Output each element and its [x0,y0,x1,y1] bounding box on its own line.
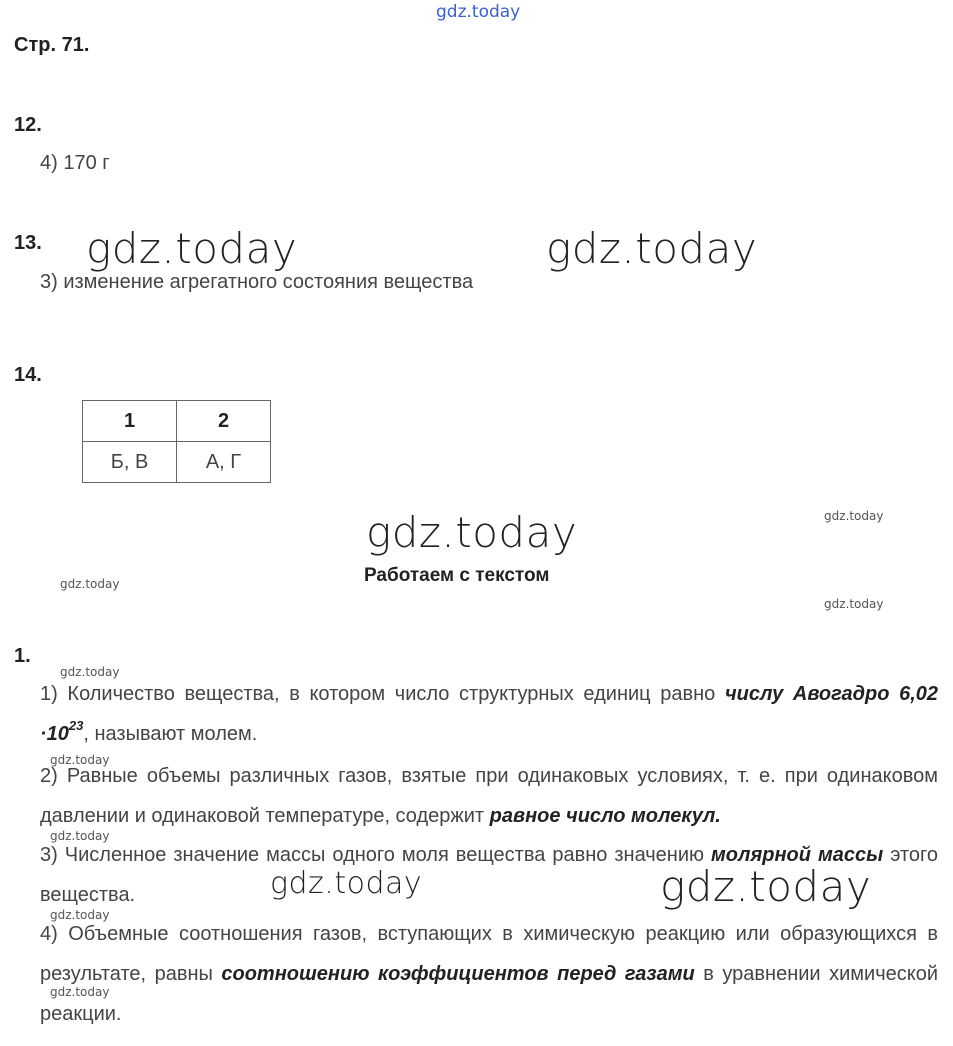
watermark-small: gdz.today [824,509,884,523]
question-14-number: 14. [14,364,42,386]
paragraph-3-text: 3) Численное значение массы одного моля вещества равно значению [40,844,712,866]
question-13-answer: 3) изменение агрегатного состояния вещества [40,271,474,293]
table-header-row [83,401,271,442]
question-12-answer: 4) 170 г [40,152,110,174]
question-1-number: 1. [14,645,31,667]
watermark-large: gdz.today [660,862,872,911]
watermark-large: gdz.today [546,224,758,273]
paragraph-4-emphasis: соотношению коэффициентов перед газами [221,963,695,985]
paragraph-1-emphasis: числу Авогадро 6,02 ·10 [40,683,939,745]
table-cell: Б, В [83,442,177,483]
paragraph-3-emphasis: молярной массы [711,844,884,866]
watermark-small: gdz.today [50,829,110,843]
watermark-large: gdz.today [86,224,298,273]
paragraph-3-tail: этого вещества. [40,844,939,906]
table-row [83,442,271,483]
watermark-small: gdz.today [60,665,120,679]
watermark-small: gdz.today [824,597,884,611]
table-header-cell: 1 [83,401,177,442]
question-13-number: 13. [14,232,42,254]
section-title: Работаем с текстом [364,565,550,586]
paragraph-4-text: 4) Объемные соотношения газов, вступающих в химическую реакцию или образующихся в результате, равны [40,923,938,985]
paragraph-1-superscript: 23 [68,718,84,734]
paragraph-1-text: 1) Количество вещества, в котором число структурных единиц равно [40,683,725,705]
paragraph-2-text: 2) Равные объемы различных газов, взятые при одинаковых условиях, т. е. при одинаковом давлении и одинаковой температуре, содержит [40,765,938,827]
paragraph-2-emphasis: равное число молекул. [489,805,721,827]
watermark-small: gdz.today [60,577,120,591]
page-label: Стр. 71. [14,34,90,56]
watermark-large: gdz.today [366,508,578,557]
paragraph-4-tail: в уравнении химической реакции. [40,963,939,1025]
paragraph-1-tail: , называют молем. [83,723,258,745]
paragraph-4 [14,914,938,1034]
watermark-top: gdz.today [436,2,521,22]
watermark-medium: gdz.today [270,866,423,901]
table-header-cell: 2 [177,401,271,442]
watermark-small: gdz.today [50,985,110,999]
watermark-small: gdz.today [50,908,110,922]
paragraph-1 [14,674,938,754]
watermark-small: gdz.today [50,753,110,767]
question-12-number: 12. [14,114,42,136]
table-cell: А, Г [177,442,271,483]
answer-table [82,400,271,483]
paragraph-2 [14,756,938,836]
